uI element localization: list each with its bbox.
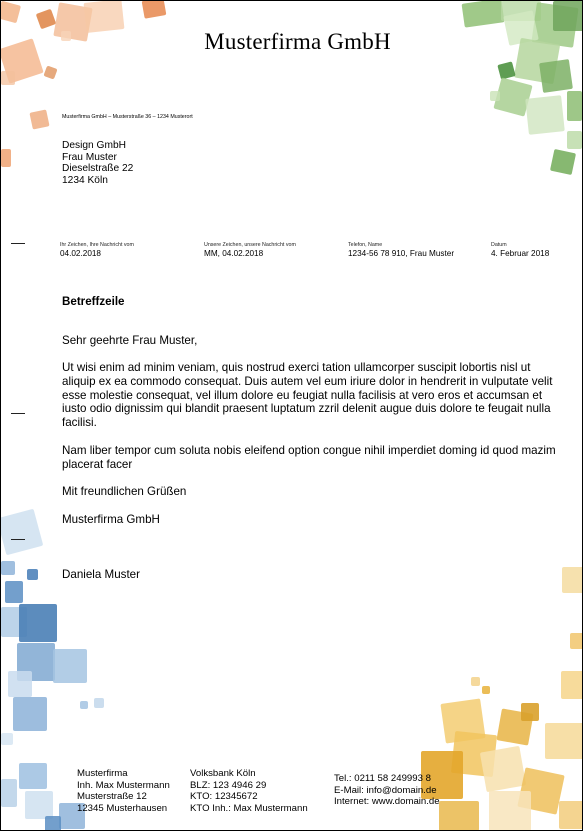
reference-field <box>491 242 549 258</box>
footer-company <box>77 768 170 814</box>
body-paragraph: Ut wisi enim ad minim veniam, quis nostrud exerci tation ullamcorper suscipit lobortis nisl ut aliquip ex ea commodo consequat. Duis autem vel eum iriure dolor in hendrerit in vulputate velit esse molestie consequat, vel illum dolore eu feugiat nulla facilisis at vero eros et accumsan et iusto odio dignissim qui blandit praesent luptatum zzril delenit augue duis dolore te feugait nulla facilisi. <box>62 361 553 430</box>
footer-line: Internet: www.domain.de <box>334 796 440 808</box>
fold-mark <box>11 539 25 540</box>
footer-line: Musterfirma <box>77 768 128 779</box>
recipient-line: Dieselstraße 22 <box>62 163 134 174</box>
reference-label: Datum <box>491 242 507 248</box>
salutation: Sehr geehrte Frau Muster, <box>62 334 198 347</box>
footer-line: KTO: 12345672 <box>190 791 258 803</box>
body-paragraph: Nam liber tempor cum soluta nobis eleifend option congue nihil imperdiet doming id quod mazim placerat facer <box>62 444 556 471</box>
footer-contact <box>334 773 440 808</box>
letterhead-company-name: Musterfirma GmbH <box>204 29 391 54</box>
reference-label: Unsere Zeichen, unsere Nachricht vom <box>204 242 296 248</box>
footer-line: BLZ: 123 4946 29 <box>190 779 267 791</box>
reference-value: 1234-56 78 910, Frau Muster <box>348 249 455 258</box>
reference-field <box>204 242 296 258</box>
closing: Mit freundlichen Grüßen <box>62 485 187 498</box>
recipient-address <box>62 140 133 186</box>
footer-line: Inh. Max Mustermann <box>77 779 170 791</box>
signatory-name: Daniela Muster <box>62 568 140 581</box>
reference-value: 04.02.2018 <box>60 249 101 258</box>
footer-bank <box>190 768 308 814</box>
subject-line: Betreffzeile <box>62 295 125 308</box>
reference-value: 4. Februar 2018 <box>491 249 550 258</box>
recipient-line: Design GmbH <box>62 140 126 151</box>
footer-line: Volksbank Köln <box>190 768 256 779</box>
reference-field <box>348 242 454 258</box>
footer-line: Tel.: 0211 58 249993 8 <box>334 773 431 784</box>
fold-mark <box>11 243 25 244</box>
reference-label: Ihr Zeichen, Ihre Nachricht vom <box>60 242 134 248</box>
reference-label: Telefon, Name <box>348 242 383 248</box>
recipient-line: Frau Muster <box>62 151 117 163</box>
reference-value: MM, 04.02.2018 <box>204 249 264 258</box>
reference-field <box>60 242 134 258</box>
footer-line: KTO Inh.: Max Mustermann <box>190 802 308 814</box>
footer-line: 12345 Musterhausen <box>77 802 168 814</box>
sender-return-address: Musterfirma GmbH – Musterstraße 36 – 1234 Musterort <box>62 114 193 120</box>
closing-company: Musterfirma GmbH <box>62 513 160 526</box>
punch-mark <box>11 413 25 414</box>
footer-line: E-Mail: info@domain.de <box>334 784 437 796</box>
footer-line: Musterstraße 12 <box>77 791 147 803</box>
recipient-line: 1234 Köln <box>62 174 108 186</box>
